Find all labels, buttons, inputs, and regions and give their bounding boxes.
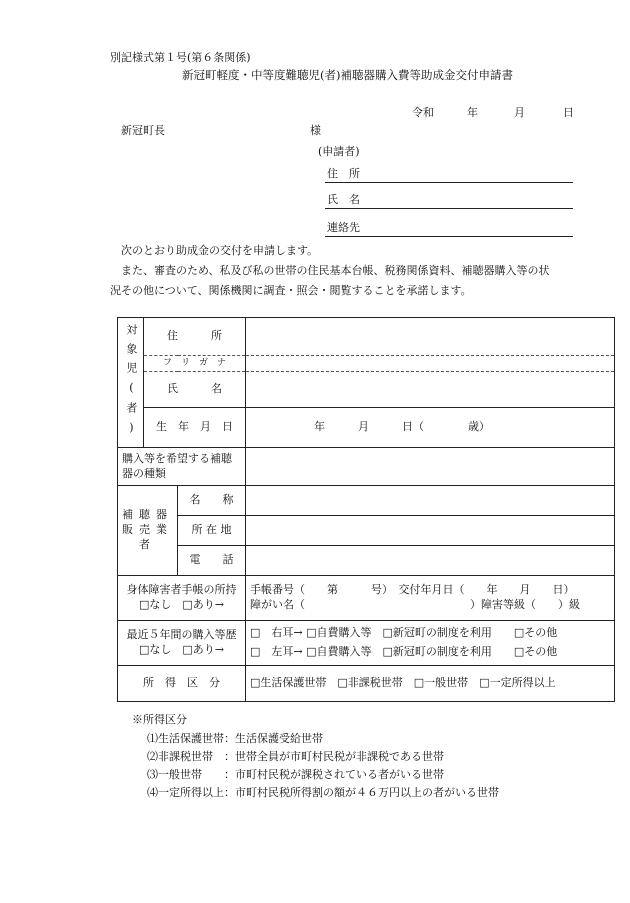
date-era: 令和 xyxy=(412,106,434,119)
date-month-label: 月 xyxy=(514,106,525,119)
history-label: 最近５年間の購入等歴 xyxy=(126,628,237,642)
vendor-location-input[interactable] xyxy=(246,516,615,546)
applicant-address-line[interactable] xyxy=(325,182,573,183)
history-details-cell xyxy=(246,621,615,666)
applicant-contact-line[interactable] xyxy=(325,236,573,237)
disability-name[interactable]: 障がい名（ ）障害等級（ ）級 xyxy=(250,598,580,611)
application-table xyxy=(117,317,615,702)
applicant-name-label: 氏 名 xyxy=(327,193,360,206)
subject-label-cell xyxy=(118,318,144,448)
device-type-label: 購入等を希望する補聴器の種類 xyxy=(118,448,246,486)
subject-birthdate-input[interactable]: 年 月 日（ 歳） xyxy=(246,408,615,448)
income-options[interactable]: □生活保護世帯 □非課税世帯 □一般世帯 □一定所得以上 xyxy=(246,666,615,702)
applicant-name-line[interactable] xyxy=(325,208,573,209)
notes-heading: ※所得区分 xyxy=(132,713,187,726)
vendor-name-label: 名 称 xyxy=(178,486,246,516)
history-options[interactable]: □なし □あり→ xyxy=(138,643,224,656)
subject-address-label: 住 所 xyxy=(144,318,246,356)
subject-name-label: 氏 名 xyxy=(144,372,246,408)
note-item-3: ⑶一般世帯 ：市町村民税が課税されている者がいる世帯 xyxy=(147,768,444,781)
device-type-input[interactable] xyxy=(246,448,615,486)
date-day-label: 日 xyxy=(563,106,574,119)
applicant-contact-label: 連絡先 xyxy=(327,221,360,234)
form-title: 新冠町軽度・中等度難聴児(者)補聴器購入費等助成金交付申請書 xyxy=(182,68,513,82)
addressee: 新冠町長 xyxy=(121,124,165,137)
subject-furigana-input[interactable] xyxy=(246,356,615,372)
vendor-location-label: 所 在 地 xyxy=(178,516,246,546)
vendor-label: 補聴器販売業者 xyxy=(118,486,178,576)
subject-furigana-label: フ リ ガ ナ xyxy=(144,356,246,372)
intro-line-2: また、審査のため、私及び私の世帯の住民基本台帳、税務関係資料、補聴器購入等の状 xyxy=(121,264,550,277)
applicant-address-label: 住 所 xyxy=(327,167,360,180)
intro-line-3: 況その他について、関係機関に調査・照会・閲覧することを承諾します。 xyxy=(110,284,472,297)
handbook-label: 身体障害者手帳の所持 xyxy=(126,583,237,597)
form-number: 別記様式第１号(第６条関係) xyxy=(110,51,251,64)
applicant-label: (申請者) xyxy=(318,145,360,158)
vendor-name-input[interactable] xyxy=(246,486,615,516)
right-ear-options[interactable]: □ 右耳→ □自費購入等 □新冠町の制度を利用 □その他 xyxy=(250,626,558,640)
subject-name-input[interactable] xyxy=(246,372,615,408)
handbook-number[interactable]: 手帳番号（ 第 号） 交付年月日（ 年 月 日） xyxy=(250,583,575,597)
honorific: 様 xyxy=(310,124,321,137)
subject-address-input[interactable] xyxy=(246,318,615,356)
handbook-details-cell xyxy=(246,576,615,621)
subject-birthdate-label: 生 年 月 日 xyxy=(144,408,246,448)
note-item-4: ⑷一定所得以上：市町村民税所得割の額が４６万円以上の者がいる世帯 xyxy=(147,786,499,799)
vendor-phone-label: 電 話 xyxy=(178,546,246,576)
intro-line-1: 次のとおり助成金の交付を申請します。 xyxy=(121,244,319,257)
history-cell xyxy=(118,621,246,666)
subject-label: 対象児(者) xyxy=(124,323,138,442)
handbook-options[interactable]: □なし □あり→ xyxy=(138,598,224,611)
left-ear-options[interactable]: □ 左耳→ □自費購入等 □新冠町の制度を利用 □その他 xyxy=(250,645,558,658)
vendor-phone-input[interactable] xyxy=(246,546,615,576)
note-item-1: ⑴生活保護世帯：生活保護受給世帯 xyxy=(147,732,323,745)
handbook-cell xyxy=(118,576,246,621)
note-item-2: ⑵非課税世帯 ：世帯全員が市町村民税が非課税である世帯 xyxy=(147,750,444,763)
date-year-label: 年 xyxy=(467,106,478,119)
income-label: 所 得 区 分 xyxy=(118,666,246,702)
